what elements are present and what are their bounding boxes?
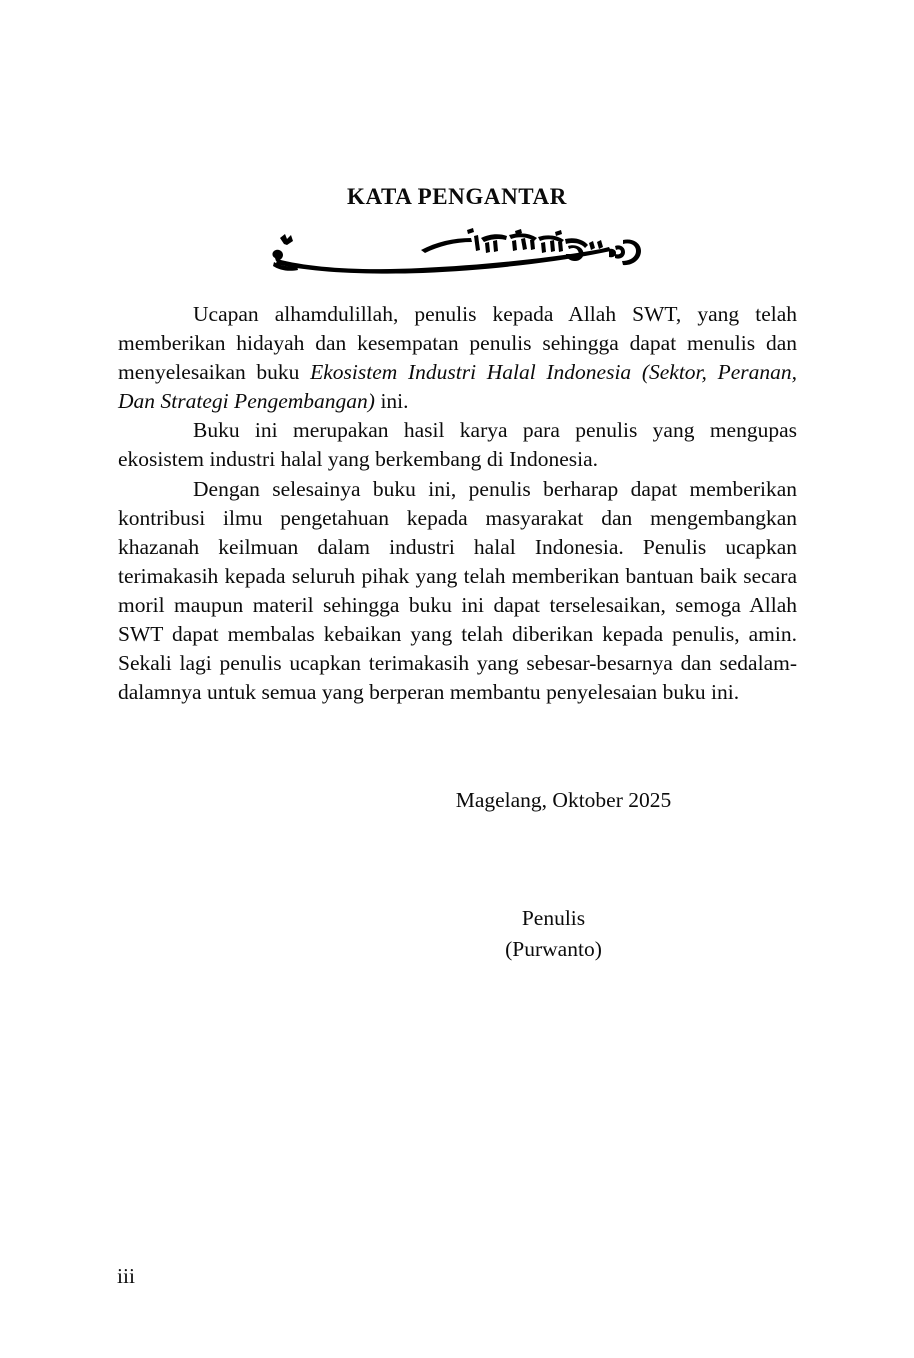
paragraph-1-segment-3: ini.: [374, 389, 409, 414]
page-title: KATA PENGANTAR: [347, 184, 567, 210]
basmala-ornament: [271, 228, 643, 278]
paragraph-3-text: Dengan selesainya buku ini, penulis berharap dapat memberikan kontribusi ilmu pengetahuan kepada masyarakat dan mengembangkan khazanah keilmuan dalam industri halal Indonesia. Penulis ucapkan terimakasih kepada seluruh pihak yang telah memberikan bantuan baik secara moril maupun materil sehingga buku ini dapat terselesaikan, semoga Allah SWT dapat membalas kebaikan yang telah diberikan kepada penulis, amin. Sekali lagi penulis ucapkan terimakasih yang sebesar-besarnya dan sedalam-dalamnya untuk semua yang berperan membantu penyelesaian buku ini.: [118, 476, 797, 705]
page-number: iii: [117, 1264, 135, 1288]
dateline: Magelang, Oktober 2025: [455, 788, 672, 812]
paragraph-3: [118, 475, 797, 708]
body-text: [118, 300, 797, 707]
signature-author-name: (Purwanto): [505, 937, 602, 961]
book-title-italic: Ekosistem Industri Halal Indonesia (Sektor, Peranan, Dan Strategi Pengembangan): [118, 360, 798, 414]
basmala-arabic-text: [271, 278, 272, 279]
paragraph-2-text: Buku ini merupakan hasil karya para penulis yang mengupas ekosistem industri halal yang berkembang di Indonesia.: [118, 418, 797, 472]
paragraph-1-segment-1: Ucapan alhamdulillah, penulis kepada Allah SWT, yang telah memberikan hidayah dan kesempatan penulis sehingga dapat menulis dan menyelesaikan buku: [118, 302, 797, 385]
signature-block: [214, 903, 893, 965]
paragraph-1: [118, 300, 797, 416]
paragraph-2: [118, 416, 797, 474]
signature-role: Penulis: [521, 906, 586, 930]
